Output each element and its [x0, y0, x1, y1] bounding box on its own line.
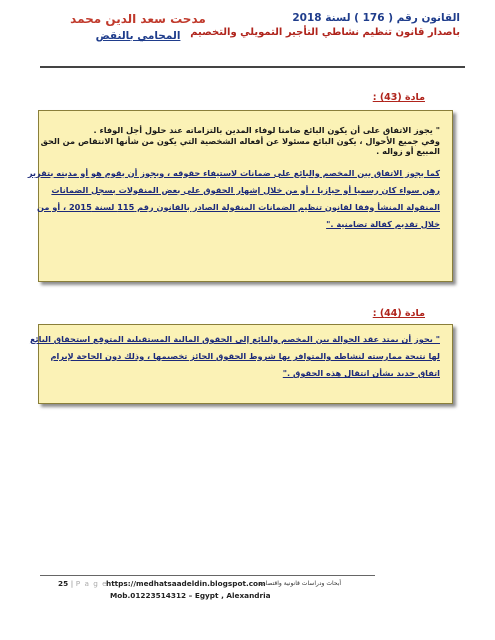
article-43-underlined-4: خلال تقديم كفالة تضامنية .": [326, 218, 440, 229]
article-43-box: [27, 110, 453, 282]
blog-url-link[interactable]: https://medhatsaadeldin.blogspot.com: [106, 579, 266, 588]
article-43-underlined-3: المنقولة المنشأ وفقا لقانون تنظيم الضمانات المنقولة الصادر بالقانون رقم 115 لسنة 2015 ، أو من: [36, 201, 440, 212]
author-role: المحامي بالنقض: [95, 30, 181, 42]
article-43-line-2: وفي جميع الأحوال ، يكون البائع مسئولا عن أفعاله الشخصية التي يكون من شأنها الانتقاص من الحق: [40, 135, 440, 146]
law-subtitle: باصدار قانون تنظيم نشاطي التأجير التمويلي والتخصيم: [190, 27, 460, 38]
article-44-underlined-1: " يجوز أن يمتد عقد الحوالة بين المخصم والبائع إلى الحقوق المالية المستقبلية المتوقع استحقاق البائع: [29, 334, 440, 344]
page-separator: |: [70, 579, 74, 588]
page-word: P a g e: [75, 579, 108, 588]
article-44-underlined-2: لها نتيجة ممارسته لنشاطه والمتوافر بها شروط الحقوق الجائز تخصيمها ، وذلك دون الحاجة لإبرام: [50, 351, 440, 361]
author-header: [58, 12, 218, 43]
article-44-box: [29, 324, 453, 404]
footer-divider: [40, 575, 375, 576]
contact-info: Mob.01223514312 – Egypt , Alexandria: [110, 591, 271, 600]
article-43-underlined-2: رهن سواء كان رسميا أو حيازيا ، أو من خلال إشهار الحقوق على بعض المنقولات بسجل الضمانات: [51, 184, 440, 195]
article-43-title: مادة (43) :: [372, 92, 425, 103]
page-number-block: [58, 579, 108, 588]
article-43-line-3: المبيع أو زواله .: [376, 146, 440, 156]
author-name: مدحت سعد الدين محمد: [70, 12, 206, 26]
law-number-line: القانون رقم ( 176 ) لسنة 2018: [292, 12, 460, 24]
article-44-title: مادة (44) :: [372, 308, 425, 319]
article-44-underlined-3: اتفاق جديد بشأن انتقال هذه الحقوق .": [282, 368, 440, 378]
article-43-underlined-1: كما يجوز الاتفاق بين المخصم والبائع على ضمانات لاستيفاء حقوقه ، ويجوز أن يقوم هو أو مدينه بتقرير: [27, 167, 440, 178]
article-43-line-1: " يجوز الاتفاق على أن يكون البائع ضامنا لوفاء المدين بالتزاماته عند حلول أجل الوفاء .: [93, 125, 440, 135]
header-divider: [40, 66, 465, 68]
page-number: 25: [58, 579, 69, 588]
footer-tagline: أبحاث ودراسات قانونية واقتصادية: [258, 580, 342, 587]
law-header: [190, 12, 460, 39]
